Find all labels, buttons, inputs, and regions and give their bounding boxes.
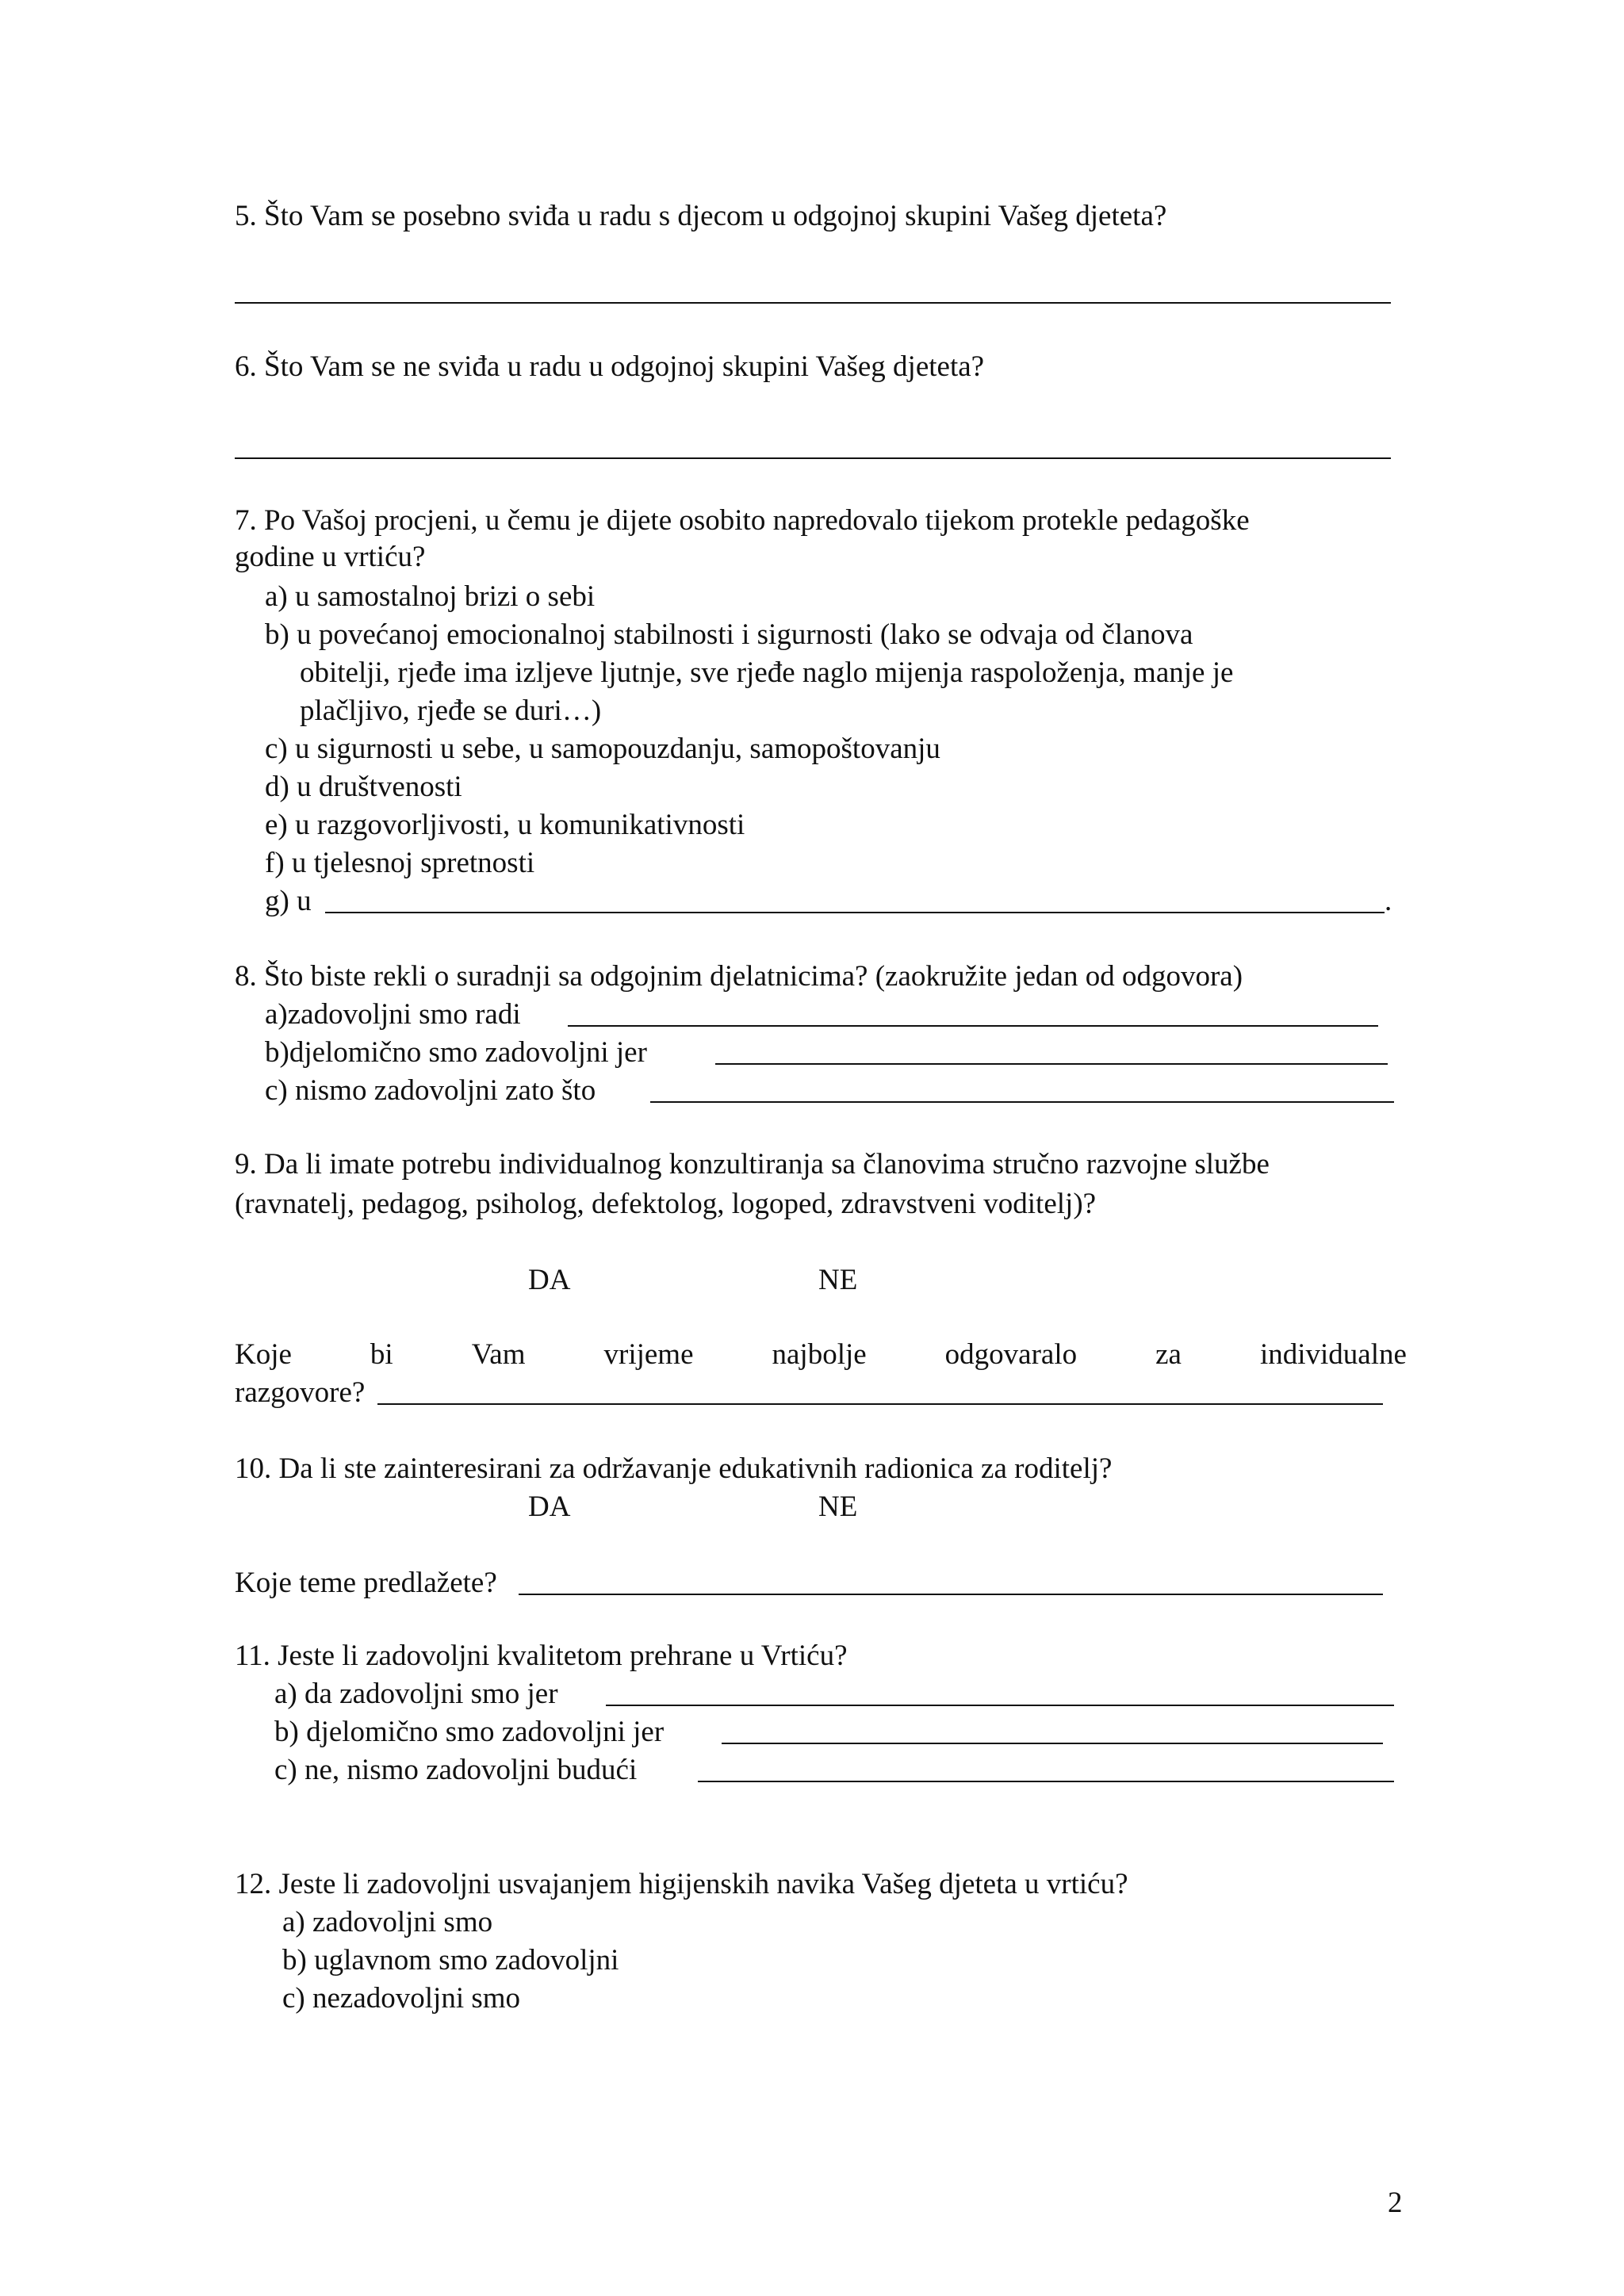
q11-option-b: b) djelomično smo zadovoljni jer (274, 1716, 665, 1748)
q11-option-a: a) da zadovoljni smo jer (274, 1678, 558, 1710)
q9-follow-word: najbolje (772, 1338, 867, 1371)
question-6: 6. Što Vam se ne sviđa u radu u odgojnoj skupini Vašeg djeteta? (235, 350, 985, 383)
q11-option-c-answer-line[interactable] (698, 1781, 1394, 1782)
question-10: 10. Da li ste zainteresirani za održavanje edukativnih radionica za roditelj? (235, 1452, 1113, 1485)
q11-option-a-answer-line[interactable] (606, 1705, 1394, 1706)
q9-follow-word: individualne (1259, 1338, 1407, 1371)
q9-follow-word: za (1155, 1338, 1182, 1371)
page-number: 2 (1388, 2187, 1403, 2219)
answer-line-q6[interactable] (235, 457, 1391, 459)
q9-follow-word: Koje (235, 1338, 292, 1371)
question-7-line-1: 7. Po Vašoj procjeni, u čemu je dijete osobito napredovalo tijekom protekle pedagoške (235, 504, 1250, 537)
question-7-line-2: godine u vrtiću? (235, 541, 426, 573)
q8-option-a-answer-line[interactable] (568, 1025, 1378, 1027)
q11-option-b-answer-line[interactable] (722, 1743, 1383, 1744)
answer-line-q5[interactable] (235, 302, 1391, 304)
q7-option-c: c) u sigurnosti u sebe, u samopouzdanju, samopoštovanju (265, 733, 940, 765)
q9-follow-up-answer-line[interactable] (377, 1403, 1383, 1405)
q7-option-e: e) u razgovorljivosti, u komunikativnosti (265, 809, 745, 841)
question-8: 8. Što biste rekli o suradnji sa odgojnim djelatnicima? (zaokružite jedan od odgovora) (235, 960, 1243, 993)
q10-follow-up-answer-line[interactable] (519, 1594, 1383, 1595)
q11-option-c: c) ne, nismo zadovoljni budući (274, 1754, 638, 1786)
question-9-line-1: 9. Da li imate potrebu individualnog konzultiranja sa članovima stručno razvojne službe (235, 1148, 1270, 1181)
q9-option-ne[interactable]: NE (818, 1264, 858, 1296)
q7-option-g-answer-line[interactable] (325, 912, 1385, 913)
q7-option-b-line-3: plačljivo, rjeđe se duri…) (300, 695, 602, 727)
q9-follow-word: vrijeme (603, 1338, 694, 1371)
q9-follow-up-line-1 (235, 1340, 1407, 1369)
q8-option-c: c) nismo zadovoljni zato što (265, 1074, 596, 1107)
q8-option-b: b)djelomično smo zadovoljni jer (265, 1036, 647, 1069)
q7-option-g-period: . (1385, 885, 1392, 917)
q9-follow-word: Vam (471, 1338, 526, 1371)
q7-option-g: g) u (265, 885, 312, 917)
q7-option-a: a) u samostalnoj brizi o sebi (265, 580, 596, 613)
q8-option-a: a)zadovoljni smo radi (265, 998, 521, 1031)
q7-option-f: f) u tjelesnoj spretnosti (265, 847, 535, 879)
question-11: 11. Jeste li zadovoljni kvalitetom prehrane u Vrtiću? (235, 1640, 848, 1672)
question-5: 5. Što Vam se posebno sviđa u radu s djecom u odgojnoj skupini Vašeg djeteta? (235, 200, 1167, 232)
q7-option-b-line-1: b) u povećanoj emocionalnoj stabilnosti i sigurnosti (lako se odvaja od članova (265, 618, 1193, 651)
q12-option-a: a) zadovoljni smo (282, 1906, 493, 1938)
question-12: 12. Jeste li zadovoljni usvajanjem higijenskih navika Vašeg djeteta u vrtiću? (235, 1868, 1128, 1900)
q9-option-da[interactable]: DA (528, 1264, 571, 1296)
q9-follow-word: bi (370, 1338, 393, 1371)
q12-option-b: b) uglavnom smo zadovoljni (282, 1944, 619, 1976)
q10-option-ne[interactable]: NE (818, 1490, 858, 1523)
q9-follow-up-line-2: razgovore? (235, 1376, 366, 1409)
q8-option-c-answer-line[interactable] (650, 1101, 1394, 1103)
q7-option-b-line-2: obitelji, rjeđe ima izljeve ljutnje, sve rjeđe naglo mijenja raspoloženja, manje je (300, 656, 1234, 689)
q8-option-b-answer-line[interactable] (715, 1063, 1388, 1065)
q10-option-da[interactable]: DA (528, 1490, 571, 1523)
question-9-line-2: (ravnatelj, pedagog, psiholog, defektolog, logoped, zdravstveni voditelj)? (235, 1188, 1097, 1220)
q12-option-c: c) nezadovoljni smo (282, 1982, 521, 2015)
q9-follow-word: odgovaralo (944, 1338, 1078, 1371)
q7-option-d: d) u društvenosti (265, 771, 462, 803)
q10-follow-up: Koje teme predlažete? (235, 1567, 497, 1599)
